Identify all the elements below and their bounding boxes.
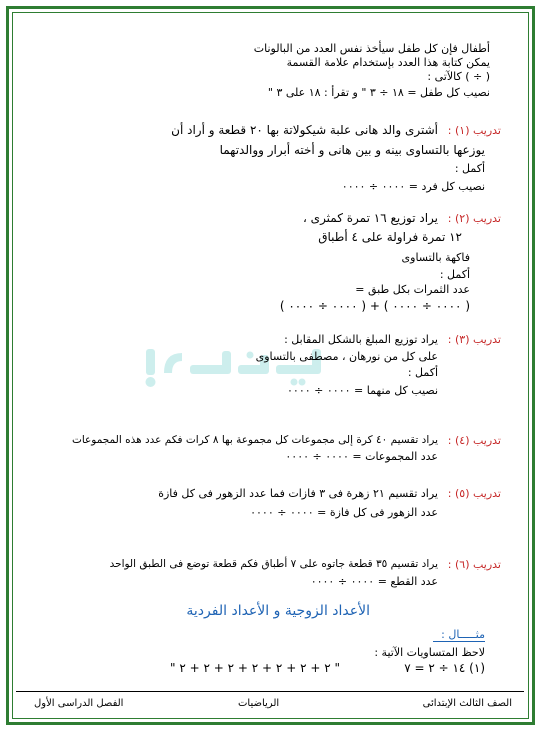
equation-1: (١) ١٤ ÷ ٢ = ٧: [404, 661, 485, 675]
exercise-5-line-2: عدد الزهور فى كل فازة = ٠٠٠٠ ÷ ٠٠٠٠: [250, 506, 438, 519]
footer-subject: الرياضيات: [238, 698, 280, 709]
exercise-2-line-5: عدد الثمرات بكل طبق =: [355, 283, 470, 296]
exercise-2-line-4: أكمل :: [439, 268, 470, 281]
exercise-1-line-4: نصيب كل فرد = ٠٠٠٠ ÷ ٠٠٠٠: [341, 180, 485, 193]
exercise-3-line-4: نصيب كل منهما = ٠٠٠٠ ÷ ٠٠٠٠: [287, 384, 438, 397]
exercise-3-line-1: يراد توزيع المبلغ بالشكل المقابل :: [284, 333, 438, 346]
exercise-6-line-1: يراد تقسيم ٣٥ قطعة جاتوه على ٧ أطباق فكم قطعة توضع فى الطبق الواحد: [109, 558, 438, 570]
footer-grade: الصف الثالث الإبتدائى: [422, 698, 512, 709]
example-heading: مثـــــال :: [441, 628, 485, 641]
footer-divider: [16, 691, 524, 692]
example-underline: [433, 641, 485, 642]
exercise-1-line-1: أشترى والد هانى علبة شيكولاتة بها ٢٠ قطعة و أراد أن: [171, 123, 438, 137]
exercise-4-line-2: عدد المجموعات = ٠٠٠٠ ÷ ٠٠٠٠: [285, 450, 438, 463]
equation-1-sum: " ٢ + ٢ + ٢ + ٢ + ٢ + ٢ + ٢ ": [170, 661, 340, 675]
exercise-1-label: تدريب (١) :: [447, 124, 501, 137]
exercise-1-line-3: أكمل :: [454, 162, 485, 175]
footer-term: الفصل الدراسى الأول: [34, 698, 124, 709]
intro-line-4: نصيب كل طفل = ١٨ ÷ ٣ " و تقرأ : ١٨ على ٣ ": [267, 86, 490, 99]
intro-line-3: ( ÷ ) كالآتى :: [427, 70, 490, 83]
exercise-2-line-1: يراد توزيع ١٦ تمرة كمثرى ،: [302, 211, 438, 225]
exercise-4-line-1: يراد تقسيم ٤٠ كرة إلى مجموعات كل مجموعة بها ٨ كرات فكم عدد هذه المجموعات: [71, 434, 438, 446]
exercise-5-line-1: يراد تقسيم ٢١ زهرة فى ٣ فازات فما عدد الزهور فى كل فازة: [158, 487, 438, 500]
exercise-4-label: تدريب (٤) :: [447, 434, 501, 447]
exercise-3-line-3: أكمل :: [407, 366, 438, 379]
exercise-1-line-2: يوزعها بالتساوى بينه و بين هانى و أخته أبرار ووالدتهما: [219, 143, 485, 157]
exercise-6-label: تدريب (٦) :: [447, 558, 501, 571]
exercise-2-line-3: فاكهة بالتساوى: [401, 251, 470, 264]
exercise-3-label: تدريب (٣) :: [447, 333, 501, 346]
exercise-3-line-2: على كل من نورهان ، مصطفى بالتساوى: [255, 350, 438, 363]
exercise-2-label: تدريب (٢) :: [447, 212, 501, 225]
section-title: الأعداد الزوجية و الأعداد الفردية: [186, 603, 370, 619]
intro-line-2: يمكن كتابة هذا العدد بإستخدام علامة القسمة: [286, 56, 490, 69]
observe-text: لاحظ المتساويات الآتية :: [374, 646, 485, 659]
worksheet-content: [20, 20, 500, 710]
intro-line-1: أطفال فإن كل طفل سيأخذ نفس العدد من البالونات: [253, 42, 490, 55]
exercise-5-label: تدريب (٥) :: [447, 487, 501, 500]
exercise-2-line-6: ( ٠٠٠٠ ÷ ٠٠٠٠ ) + ( ٠٠٠٠ ÷ ٠٠٠٠ ): [279, 299, 470, 313]
exercise-2-line-2: ١٢ تمرة فراولة على ٤ أطباق: [318, 230, 462, 244]
exercise-6-line-2: عدد القطع = ٠٠٠٠ ÷ ٠٠٠٠: [310, 575, 438, 588]
